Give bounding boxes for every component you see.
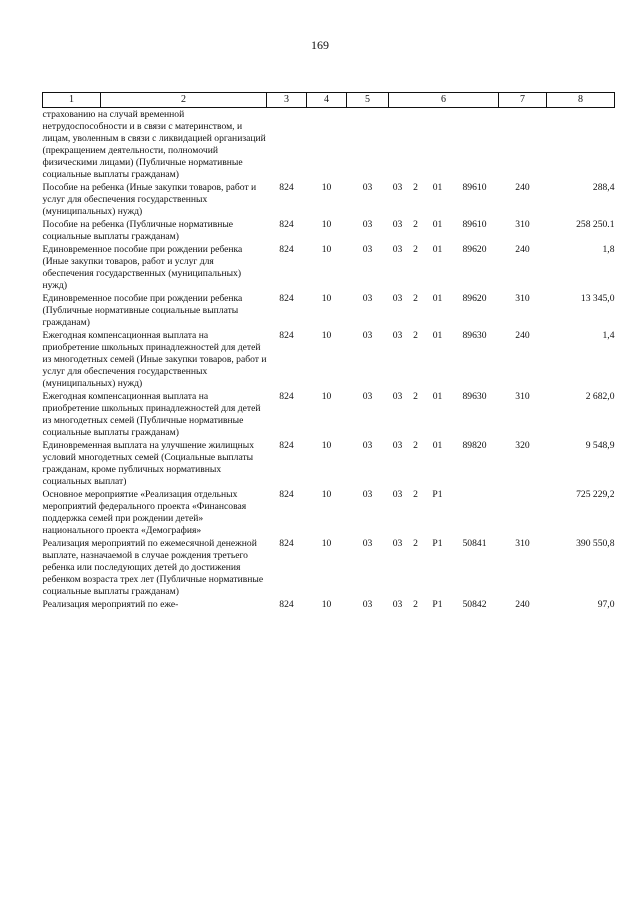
row-admin-code: 824 bbox=[279, 440, 294, 451]
row-target-subprogram: 2 bbox=[413, 244, 418, 255]
row-target-program: 03 bbox=[392, 330, 403, 341]
row-subsection: 03 bbox=[362, 599, 373, 610]
row-name: Единовременное пособие при рождении ребенка (Публичные нормативные социальные выплаты гражданам) bbox=[42, 293, 243, 328]
row-name: Ежегодная компенсационная выплата на приобретение школьных принадлежностей для детей из многодетных семей (Публичные нормативные социальные выплаты гражданам) bbox=[42, 391, 261, 438]
row-target-activity: P1 bbox=[432, 538, 443, 549]
row-amount: 9 548,9 bbox=[585, 440, 615, 451]
row-target-subprogram: 2 bbox=[413, 391, 418, 402]
row-section: 10 bbox=[321, 538, 332, 549]
row-admin-code: 824 bbox=[279, 182, 294, 193]
row-target-program: 03 bbox=[392, 440, 403, 451]
row-expense-type bbox=[499, 108, 547, 182]
row-target-subprogram: 2 bbox=[413, 293, 418, 304]
row-expense-type: 310 bbox=[515, 538, 530, 549]
row-target-subprogram bbox=[407, 108, 425, 182]
row-amount: 2 682,0 bbox=[585, 391, 615, 402]
row-expense-type: 240 bbox=[515, 330, 530, 341]
row-target-direction: 89630 bbox=[462, 391, 487, 402]
row-target-direction: 50841 bbox=[462, 538, 487, 549]
table-row bbox=[43, 439, 615, 488]
row-expense-type: 310 bbox=[515, 293, 530, 304]
row-admin-code: 824 bbox=[279, 391, 294, 402]
row-name: Единовременная выплата на улучшение жилищных условий многодетных семей (Социальные выплаты гражданам, кроме публичных нормативных социальных выплат) bbox=[42, 440, 255, 487]
column-header-3: 3 bbox=[267, 93, 307, 108]
row-admin-code: 824 bbox=[279, 330, 294, 341]
row-target-subprogram: 2 bbox=[413, 489, 418, 500]
row-section: 10 bbox=[321, 391, 332, 402]
row-expense-type: 240 bbox=[515, 182, 530, 193]
table-row bbox=[43, 329, 615, 390]
row-target-subprogram: 2 bbox=[413, 538, 418, 549]
row-section: 10 bbox=[321, 182, 332, 193]
row-target-activity: 01 bbox=[432, 293, 443, 304]
row-subsection: 03 bbox=[362, 182, 373, 193]
row-amount: 288,4 bbox=[592, 182, 615, 193]
row-amount: 1,4 bbox=[602, 330, 615, 341]
row-amount: 1,8 bbox=[602, 244, 615, 255]
row-target-program: 03 bbox=[392, 599, 403, 610]
column-header-1: 1 bbox=[43, 93, 101, 108]
row-target-activity: 01 bbox=[432, 244, 443, 255]
row-amount: 390 550,8 bbox=[576, 538, 615, 549]
row-expense-type: 310 bbox=[515, 391, 530, 402]
row-section: 10 bbox=[321, 489, 332, 500]
row-subsection: 03 bbox=[362, 219, 373, 230]
column-header-7: 7 bbox=[499, 93, 547, 108]
row-target-program: 03 bbox=[392, 182, 403, 193]
row-amount: 13 345,0 bbox=[580, 293, 615, 304]
budget-table bbox=[42, 92, 615, 611]
row-target-activity bbox=[425, 108, 451, 182]
row-expense-type bbox=[499, 488, 547, 537]
row-admin-code: 824 bbox=[279, 489, 294, 500]
row-admin-code: 824 bbox=[279, 293, 294, 304]
row-section: 10 bbox=[321, 440, 332, 451]
page-number: 169 bbox=[311, 38, 329, 52]
row-target-direction: 89610 bbox=[462, 182, 487, 193]
row-target-program: 03 bbox=[392, 489, 403, 500]
row-target-direction: 89820 bbox=[462, 440, 487, 451]
row-amount: 258 250.1 bbox=[576, 219, 615, 230]
row-target-direction bbox=[451, 488, 499, 537]
row-expense-type: 240 bbox=[515, 599, 530, 610]
row-admin-code bbox=[267, 108, 307, 182]
row-name: Реализация мероприятий по ежемесячной денежной выплате, назначаемой в случае рождения третьего ребенка или последующих детей до достижения ребенком возраста трех лет (Публичные нормативные социальные выплаты гражданам) bbox=[42, 538, 264, 597]
row-target-direction: 89630 bbox=[462, 330, 487, 341]
row-amount: 97,0 bbox=[597, 599, 615, 610]
row-section: 10 bbox=[321, 293, 332, 304]
row-target-program bbox=[389, 108, 407, 182]
column-header-2: 2 bbox=[101, 93, 267, 108]
row-target-activity: 01 bbox=[432, 330, 443, 341]
row-admin-code: 824 bbox=[279, 538, 294, 549]
row-target-subprogram: 2 bbox=[413, 599, 418, 610]
row-subsection: 03 bbox=[362, 293, 373, 304]
column-header-6: 6 bbox=[389, 93, 499, 108]
row-target-direction: 89620 bbox=[462, 244, 487, 255]
column-header-8: 8 bbox=[547, 93, 615, 108]
row-section bbox=[307, 108, 347, 182]
table-row bbox=[43, 292, 615, 329]
row-target-program: 03 bbox=[392, 538, 403, 549]
row-amount bbox=[547, 108, 615, 182]
column-header-row bbox=[43, 93, 615, 108]
row-admin-code: 824 bbox=[279, 244, 294, 255]
row-admin-code: 824 bbox=[279, 219, 294, 230]
table-body bbox=[43, 108, 615, 612]
table-row bbox=[43, 488, 615, 537]
row-subsection: 03 bbox=[362, 489, 373, 500]
table-row bbox=[43, 218, 615, 243]
table-row bbox=[43, 108, 615, 182]
row-target-activity: 01 bbox=[432, 182, 443, 193]
row-expense-type: 320 bbox=[515, 440, 530, 451]
row-name: Реализация мероприятий по еже- bbox=[42, 599, 179, 610]
row-target-activity: P1 bbox=[432, 599, 443, 610]
row-name: Пособие на ребенка (Публичные нормативные социальные выплаты гражданам) bbox=[42, 219, 234, 242]
row-target-program: 03 bbox=[392, 391, 403, 402]
row-target-subprogram: 2 bbox=[413, 219, 418, 230]
row-target-activity: 01 bbox=[432, 219, 443, 230]
row-name: Основное мероприятие «Реализация отдельных мероприятий федерального проекта «Финансовая поддержка семей при рождении детей» национального проекта «Демография» bbox=[42, 489, 247, 536]
row-section: 10 bbox=[321, 599, 332, 610]
row-target-subprogram: 2 bbox=[413, 182, 418, 193]
row-expense-type: 240 bbox=[515, 244, 530, 255]
row-admin-code: 824 bbox=[279, 599, 294, 610]
row-target-program: 03 bbox=[392, 293, 403, 304]
row-subsection bbox=[347, 108, 389, 182]
row-target-activity: P1 bbox=[432, 489, 443, 500]
table-row bbox=[43, 243, 615, 292]
row-subsection: 03 bbox=[362, 330, 373, 341]
column-header-5: 5 bbox=[347, 93, 389, 108]
row-subsection: 03 bbox=[362, 440, 373, 451]
column-header-4: 4 bbox=[307, 93, 347, 108]
row-section: 10 bbox=[321, 219, 332, 230]
row-target-direction: 89610 bbox=[462, 219, 487, 230]
row-target-direction: 89620 bbox=[462, 293, 487, 304]
row-name: страхованию на случай временной нетрудоспособности и в связи с материнством, и лицам, уволенным в связи с ликвидацией организаций (прекращением деятельности, полномочий физическими лицами) (Публичные нормативные социальные выплаты гражданам) bbox=[42, 109, 266, 180]
table-row bbox=[43, 537, 615, 598]
row-subsection: 03 bbox=[362, 391, 373, 402]
row-section: 10 bbox=[321, 330, 332, 341]
row-target-activity: 01 bbox=[432, 391, 443, 402]
row-target-program: 03 bbox=[392, 244, 403, 255]
row-section: 10 bbox=[321, 244, 332, 255]
table-row bbox=[43, 598, 615, 611]
row-name: Ежегодная компенсационная выплата на приобретение школьных принадлежностей для детей из многодетных семей (Иные закупки товаров, работ и услуг для обеспечения государственных (муниципальных) нужд) bbox=[42, 330, 267, 389]
table-row bbox=[43, 181, 615, 218]
row-target-program: 03 bbox=[392, 219, 403, 230]
row-name: Пособие на ребенка (Иные закупки товаров, работ и услуг для обеспечения государственных (муниципальных) нужд) bbox=[42, 182, 257, 217]
row-target-direction: 50842 bbox=[462, 599, 487, 610]
table-row bbox=[43, 390, 615, 439]
row-target-activity: 01 bbox=[432, 440, 443, 451]
row-target-subprogram: 2 bbox=[413, 330, 418, 341]
row-subsection: 03 bbox=[362, 538, 373, 549]
row-target-direction bbox=[451, 108, 499, 182]
row-expense-type: 310 bbox=[515, 219, 530, 230]
row-amount: 725 229,2 bbox=[576, 489, 615, 500]
row-target-subprogram: 2 bbox=[413, 440, 418, 451]
row-name: Единовременное пособие при рождении ребенка (Иные закупки товаров, работ и услуг для обеспечения государственных (муниципальных) нужд) bbox=[42, 244, 243, 291]
row-subsection: 03 bbox=[362, 244, 373, 255]
